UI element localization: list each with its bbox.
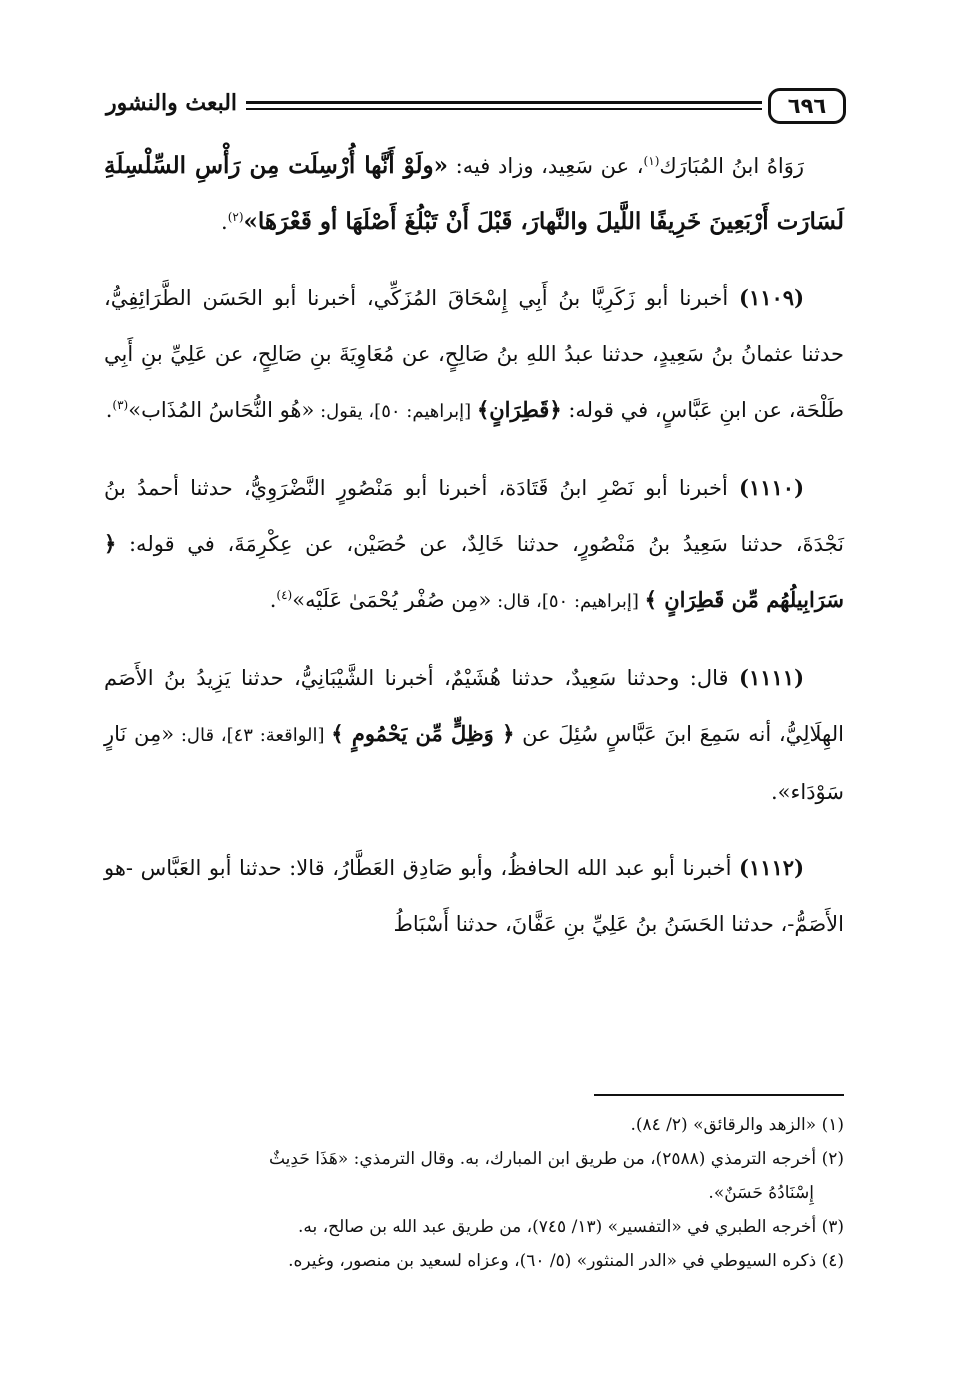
running-title: البعث والنشور <box>106 90 238 116</box>
text-span: . <box>105 398 113 422</box>
footnote-text: ذكره السيوطي في «الدر المنثور» (٥/ ٦٠)، وعزاه لسعيد بن منصور، وغيره. <box>288 1251 817 1271</box>
main-text <box>104 138 844 972</box>
footnote-number: (٢) <box>821 1149 844 1169</box>
footnote <box>104 1142 844 1210</box>
text-span: . <box>221 210 228 234</box>
text-span: «مِن صُفْر يُحْمَىٰ عَلَيْه» <box>292 588 492 612</box>
hadith-quote: «ولَوْ أَنَّها أُرْسِلَت مِن رَأْسِ السِّلْسِلَةِ لَسَارَت أَرْبَعِينَ خَرِيفًا اللَّيلَ والنَّهارَ، قَبْلَ أَنْ تَبْلُغَ أَصْلَهَا أو قَعْرَهَا» <box>104 152 844 235</box>
hadith-number: (١١١٠) <box>739 475 804 500</box>
page-number: ٦٩٦ <box>768 88 846 124</box>
footnote-continuation: إِسْنَادُهُ حَسَنٌ». <box>708 1183 814 1203</box>
page-header <box>106 88 846 128</box>
footnote-marker: (٣) <box>112 398 129 412</box>
footnote-marker: (١) <box>643 154 660 168</box>
paragraph <box>104 650 844 820</box>
footnote-number: (١) <box>821 1115 844 1135</box>
quran-verse: ﴿قَطِرَانٍ﴾ <box>476 397 562 422</box>
footnote <box>104 1210 844 1244</box>
footnote-separator <box>594 1094 844 1096</box>
text-span: . <box>770 780 778 804</box>
footnotes <box>104 1108 844 1278</box>
verse-reference: [إبراهيم: ٥٠]، قال: <box>491 591 645 612</box>
text-span: «هُو النُّحَاسُ المُذَاب» <box>128 398 315 422</box>
text-span: أخبرنا أبو عبد الله الحافظُ، وأبو صَادِق العَطَّارُ، قالا: حدثنا أبو العَبَّاس -هو الأَصَمُّ-، حدثنا الحَسَنُ بنُ عَلِيِّ بنِ عَفَّانَ، حدثنا أَسْبَاطُ <box>104 856 844 936</box>
hadith-number: (١١١٢) <box>739 855 804 880</box>
hadith-number: (١١٠٩) <box>739 285 804 310</box>
quran-verse: ﴿ وَظِلٍّ مِّن يَحْمُومٍ ﴾ <box>331 721 515 746</box>
footnote-marker: (٢) <box>227 210 244 224</box>
paragraph <box>104 460 844 630</box>
footnote-number: (٣) <box>821 1217 844 1237</box>
footnote <box>104 1108 844 1142</box>
verse-reference: [إبراهيم: ٥٠]، يقول: <box>314 401 477 422</box>
paragraph <box>104 138 844 250</box>
footnote-text: أخرجه الطبري في «التفسير» (١٣/ ٧٤٥)، من طريق عبد الله بن صالح، به. <box>297 1217 817 1237</box>
text-span: قال: وحدثنا سَعِيدٌ، حدثنا هُشَيْمٌ، أخبرنا الشَّيْبَانِيُّ، حدثنا يَزِيدُ بنُ الأَصَم الهِلَالِيُّ، أنه سَمِعَ ابنَ عَبَّاسٍ سُئِلَ عن <box>104 666 844 746</box>
header-rule <box>246 101 762 104</box>
footnote-number: (٤) <box>821 1251 844 1271</box>
quran-verse: ﴿ سَرَابِيلُهُم مِّن قَطِرَانٍ ﴾ <box>104 531 844 612</box>
paragraph <box>104 270 844 440</box>
text-span: أخبرنا أبو زَكَرِيَّا بنُ أَبِي إِسْحَاقَ المُزَكِّي، أخبرنا أبو الحَسَن الطَّرَائِفِيُّ، حدثنا عثمانُ بنُ سَعِيدٍ، حدثنا عبدُ اللهِ بنُ صَالِحٍ، عن مُعَاوِيَةَ بنِ صَالِحٍ، عن عَلِيِّ بنِ أَبِي طَلْحَة، عن ابنِ عَبَّاسٍ، في قوله: <box>104 286 844 422</box>
text-span: أخبرنا أبو نَصْرِ ابنُ قَتَادَة، أخبرنا أبو مَنْصُورٍ النَّضْرَوِيُّ، حدثنا أحمدُ بنُ نَجْدَةَ، حدثنا سَعِيدُ بنُ مَنْصُورٍ، حدثنا خَالِدٌ، عن حُصَيْن، عن عِكْرِمَةَ، في قوله: <box>104 476 844 556</box>
paragraph <box>104 840 844 952</box>
text-span: ، عن سَعِيد، وزاد فيه: <box>448 154 644 178</box>
text-span: رَوَاهُ ابنُ المُبَارَك <box>659 154 804 178</box>
text-span: . <box>269 588 277 612</box>
hadith-number: (١١١١) <box>739 665 804 690</box>
verse-reference: [الواقعة: ٤٣]، قال: <box>174 725 332 746</box>
footnote <box>104 1244 844 1278</box>
text-span: «مِن نَارٍ سَوْدَاء» <box>104 722 844 804</box>
footnote-text: أخرجه الترمذي (٢٥٨٨)، من طريق ابن المبارك، به. وقال الترمذي: «هَذَا حَدِيثٌ <box>268 1149 817 1169</box>
footnote-marker: (٤) <box>276 588 293 602</box>
footnote-text: «الزهد والرقائق» (٢/ ٨٤). <box>630 1115 817 1135</box>
header-rule-secondary <box>246 108 762 110</box>
